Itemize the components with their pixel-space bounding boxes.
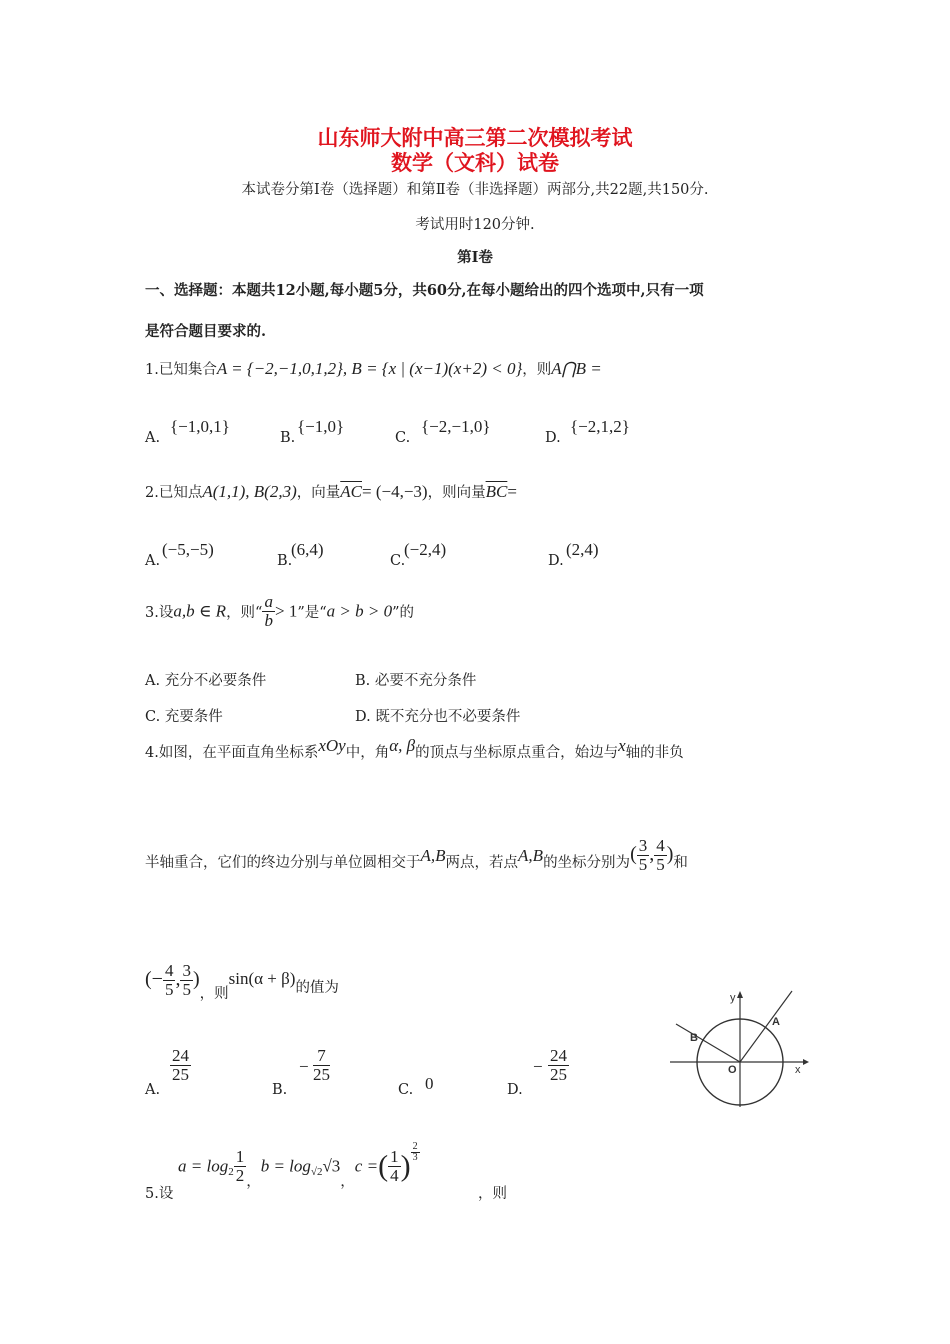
q4-coord-a-x-den: 5	[638, 855, 648, 874]
q3-option-a-label: A.	[145, 673, 161, 689]
section-instruction: 一、选择题：本题共12小题,每小题5分，共60分,在每小题给出的四个选项中,只有一项	[145, 282, 704, 299]
q4-option-d-den: 25	[550, 1065, 567, 1084]
question-4-line2	[145, 836, 688, 880]
q3-option-c	[145, 705, 223, 726]
q4-text-g: 的坐标分别为	[543, 855, 631, 871]
q4-coord-b-y-num: 3	[182, 961, 191, 980]
q3-frac-num: a	[264, 592, 273, 611]
q1-option-b: {−1,0}	[297, 417, 345, 436]
q4-option-b-den: 25	[313, 1065, 330, 1084]
q4-x: x	[618, 736, 626, 755]
unit-circle-figure	[668, 985, 813, 1110]
terminal-side-alpha	[740, 991, 792, 1062]
q4-xoy: xOy	[318, 736, 346, 755]
q4-angles: α, β	[389, 736, 416, 755]
q4-coord-a-x-num: 3	[638, 836, 648, 855]
q5-c: c =	[354, 1156, 379, 1176]
q5-c-exp-num: 2	[412, 1141, 418, 1152]
q1-suffix: ，则	[522, 362, 552, 378]
q2-vector-bc: $\overline{BC}$	[485, 482, 508, 501]
q4-coord-b-x-den: 5	[164, 980, 174, 999]
q4-text-f: 两点，若点	[445, 855, 519, 871]
q4-option-b-label: B.	[272, 1082, 288, 1098]
q3-option-a-text: 充分不必要条件	[164, 673, 267, 689]
exam-title: 山东师大附中高三第二次模拟考试	[317, 125, 633, 150]
q4-coord-b-x-num: 4	[164, 961, 174, 980]
q4-text-b: 中，角	[345, 745, 390, 761]
y-axis-label: y	[730, 992, 736, 1004]
q4-coord-a: ( $\frac{3}{5}$ , $\frac{4}{5}$ )	[630, 836, 674, 874]
q2-option-d: (2,4)	[566, 540, 599, 559]
question-1	[145, 358, 602, 379]
q3-option-c-text: 充要条件	[164, 709, 223, 725]
q3-condition2: a > b > 0	[326, 601, 393, 621]
q4-coord-b-y-den: 5	[182, 980, 191, 999]
q5-expressions: $a = \log_2$ $\frac{1}{2}$ ，$b = \log_{√2}√3$，c =( $\frac{1}{4}$ ) $\frac{2}{3}$	[178, 1141, 418, 1190]
q5-b: b = log	[260, 1156, 311, 1176]
q3-option-a	[145, 669, 266, 690]
q5-c-exponent	[411, 1142, 420, 1163]
q1-tail: A⋂B =	[551, 359, 602, 378]
q4-option-b-sign: −	[299, 1057, 309, 1076]
q5-c-exp-den: 3	[412, 1152, 418, 1163]
q4-option-a-label: A.	[145, 1082, 161, 1098]
q5-c-fraction	[388, 1148, 401, 1185]
y-axis-arrow	[737, 991, 743, 998]
q3-frac-tail: > 1	[274, 601, 298, 621]
q5-a-base: 2	[228, 1166, 234, 1179]
q3-prefix: 3.设	[145, 605, 174, 621]
section-instruction-cont: 是符合题目要求的.	[145, 323, 267, 340]
q4-coord-a-y-den: 5	[656, 855, 665, 874]
q1-option-c: {−2,−1,0}	[421, 417, 491, 436]
q4-option-d-num: 24	[550, 1046, 567, 1065]
q2-option-b: (6,4)	[291, 540, 324, 559]
q4-option-d-label: D.	[507, 1082, 523, 1098]
origin-label: O	[728, 1064, 737, 1076]
q3-mid2: ”是“	[297, 605, 327, 621]
q1-prefix: 1.已知集合	[145, 362, 217, 378]
q2-option-d-label: D.	[548, 553, 564, 569]
q4-text-i: ，则	[199, 986, 229, 1002]
q5-a-den: 2	[235, 1166, 245, 1185]
point-b-label: B	[690, 1032, 698, 1044]
q5-suffix: ，则	[478, 1186, 507, 1202]
q3-option-d-text: 既不充分也不必要条件	[375, 709, 521, 725]
q1-option-a: {−1,0,1}	[170, 417, 230, 436]
q4-option-d-fraction	[548, 1047, 569, 1084]
q2-vector-ac: $\overline{AC}$	[340, 482, 362, 501]
q2-mid: ，向量	[296, 485, 341, 501]
q3-option-d	[355, 705, 520, 726]
q3-suffix: ”的	[392, 605, 415, 621]
q1-option-a-label: A.	[145, 430, 161, 446]
q4-text-a: 4.如图，在平面直角坐标系	[145, 745, 319, 761]
q4-option-d-sign: −	[533, 1057, 543, 1076]
q4-option-a-num: 24	[172, 1046, 189, 1065]
q2-option-c-label: C.	[390, 553, 406, 569]
q4-option-a-den: 25	[172, 1065, 189, 1084]
q4-option-c: 0	[425, 1074, 434, 1093]
q2-prefix: 2.已知点	[145, 485, 203, 501]
question-3	[145, 593, 414, 630]
q2-mid2: ，则向量	[427, 485, 486, 501]
q4-sin-expression: sin(α + β)	[228, 968, 296, 988]
q1-option-b-label: B.	[280, 430, 296, 446]
q4-ab-2: A,B	[518, 845, 544, 865]
q4-coord-b: (− $\frac{4}{5}$ , $\frac{3}{5}$ )	[145, 961, 200, 999]
q4-text-c: 的顶点与坐标原点重合，始边与	[415, 745, 619, 761]
q5-c-den: 4	[390, 1166, 399, 1185]
q5-c-num: 1	[390, 1147, 399, 1166]
q3-condition: a,b ∈ R	[173, 601, 227, 621]
intro-line: 本试卷分第Ⅰ卷（选择题）和第Ⅱ卷（非选择题）两部分,共22题,共150分.	[241, 182, 709, 198]
q1-option-c-label: C.	[395, 430, 411, 446]
q2-option-a: (−5,−5)	[162, 540, 214, 559]
q2-tail: =	[507, 482, 517, 501]
q5-a-num: 1	[235, 1147, 245, 1166]
q4-option-a-fraction	[170, 1047, 191, 1084]
terminal-side-beta	[676, 1024, 740, 1062]
q4-coord-a-y-num: 4	[656, 836, 665, 855]
q5-a: a = log	[178, 1156, 229, 1176]
q2-option-c: (−2,4)	[404, 540, 447, 559]
q4-option-c-label: C.	[398, 1082, 414, 1098]
x-axis-label: x	[795, 1064, 801, 1076]
point-a-label: A	[772, 1016, 780, 1028]
q2-option-b-label: B.	[277, 553, 293, 569]
q4-text-h: 和	[673, 855, 688, 871]
q1-sets: A = {−2,−1,0,1,2}, B = {x | (x−1)(x+2) < 0}	[216, 359, 523, 378]
q2-points: A(1,1), B(2,3)	[202, 482, 297, 501]
question-2	[145, 481, 517, 502]
q5-b-arg: √3	[322, 1156, 341, 1176]
q3-frac-den: b	[264, 611, 273, 630]
q1-option-d-label: D.	[545, 430, 561, 446]
q3-option-c-label: C.	[145, 709, 161, 725]
part-heading: 第Ⅰ卷	[457, 249, 493, 266]
q4-option-b-fraction	[313, 1047, 330, 1084]
q1-option-d: {−2,1,2}	[570, 417, 630, 436]
duration-line: 考试用时120分钟.	[415, 217, 535, 233]
q4-text-d: 轴的非负	[625, 745, 684, 761]
q3-fraction	[262, 593, 275, 630]
q3-option-b	[355, 669, 476, 690]
q4-text-e: 半轴重合，它们的终边分别与单位圆相交于	[145, 855, 421, 871]
q5-prefix: 5.设	[145, 1186, 174, 1202]
q4-text-j: 的值为	[295, 980, 339, 996]
q5-a-fraction	[234, 1148, 247, 1185]
question-4-line3	[145, 961, 339, 1002]
q3-option-b-label: B.	[355, 673, 371, 689]
q2-option-a-label: A.	[145, 553, 161, 569]
exam-subtitle: 数学（文科）试卷	[391, 150, 559, 175]
q3-mid: ，则“	[226, 605, 263, 621]
q3-option-b-text: 必要不充分条件	[374, 673, 477, 689]
q5-b-base: √2	[310, 1166, 323, 1179]
x-axis-arrow	[803, 1059, 809, 1065]
q4-option-b-num: 7	[313, 1047, 330, 1066]
q3-option-d-label: D.	[355, 709, 371, 725]
question-4-line1	[145, 736, 684, 762]
q4-ab-1: A,B	[420, 845, 446, 865]
q2-vector-ac-value: = (−4,−3)	[362, 482, 428, 501]
